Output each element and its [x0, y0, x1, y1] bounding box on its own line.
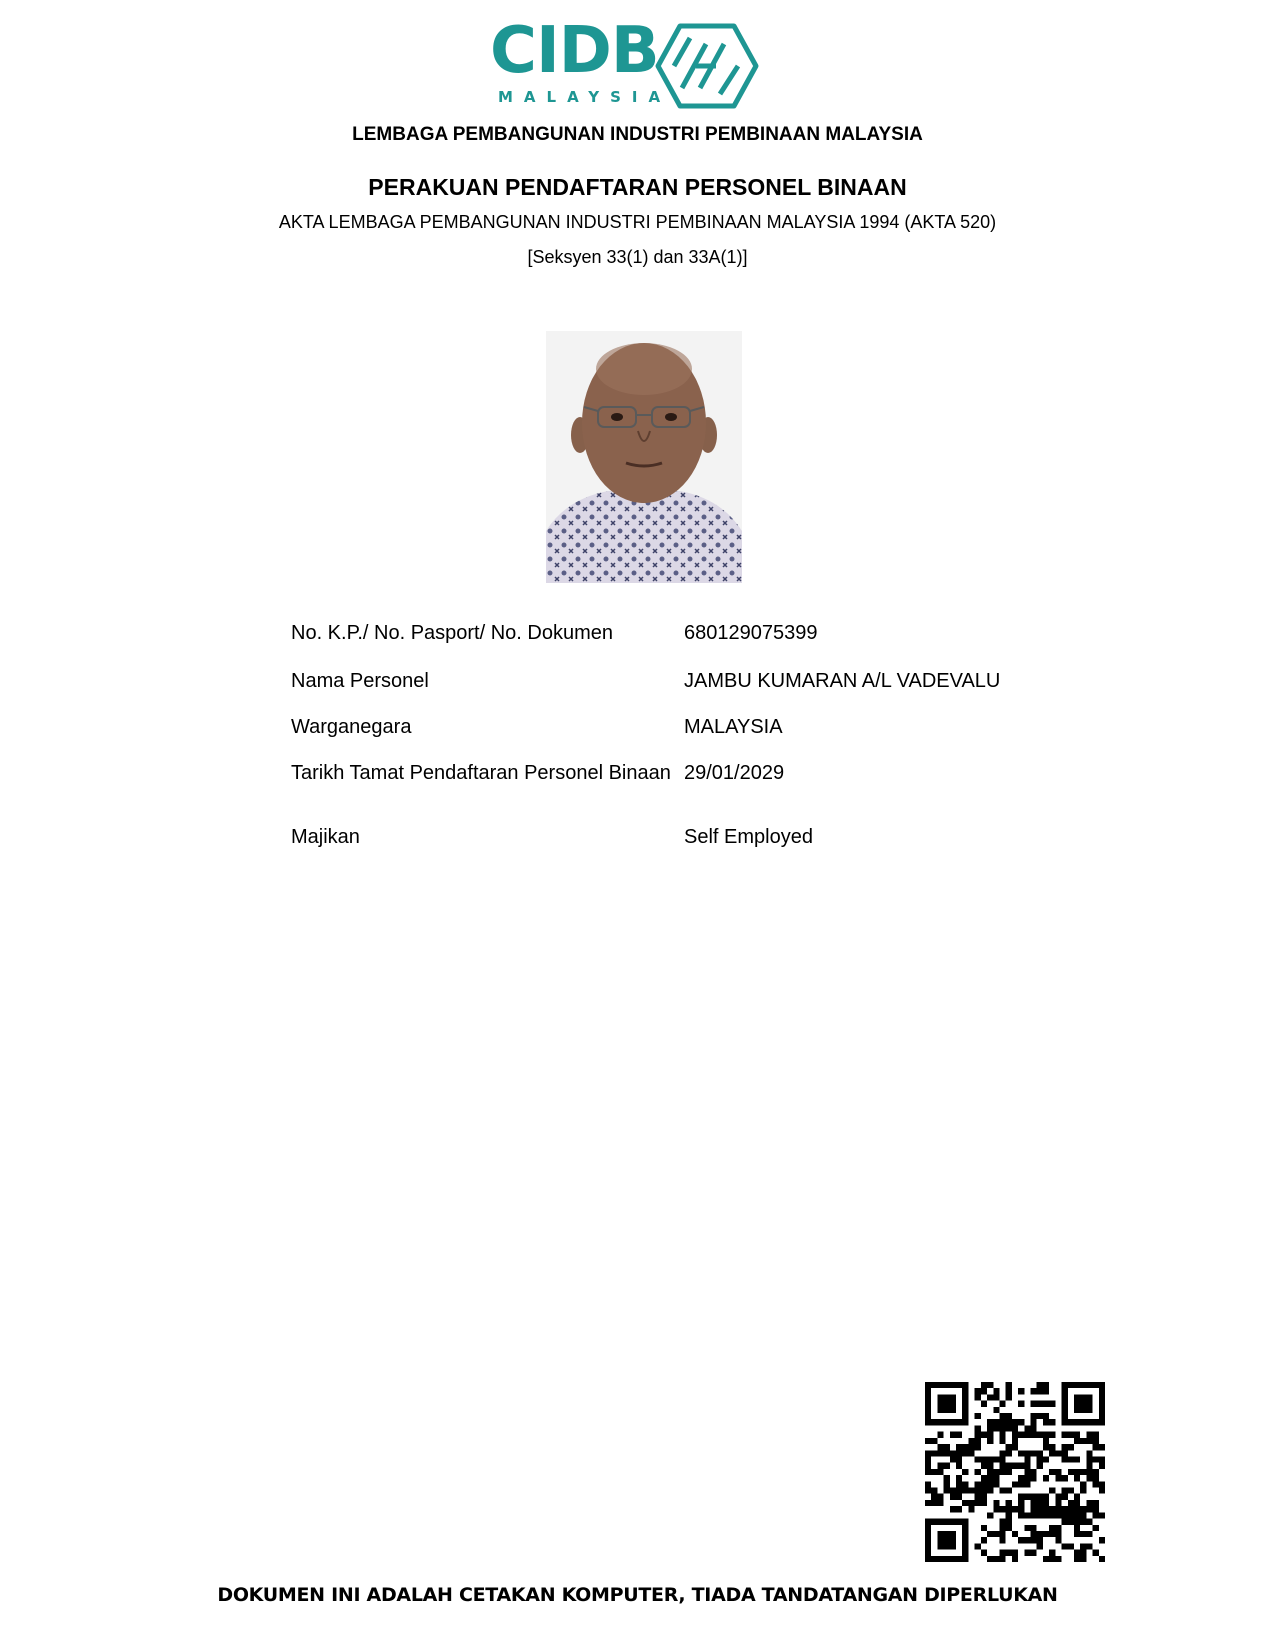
detail-label: No. K.P./ No. Pasport/ No. Dokumen — [291, 622, 614, 644]
organization-name: LEMBAGA PEMBANGUNAN INDUSTRI PEMBINAAN MALAYSIA — [352, 124, 923, 145]
qr-code — [925, 1382, 1105, 1562]
detail-row-employer — [291, 826, 1111, 856]
personnel-details — [291, 622, 1111, 856]
cidb-logo — [490, 14, 765, 112]
computer-print-notice: DOKUMEN INI ADALAH CETAKAN KOMPUTER, TIADA TANDATANGAN DIPERLUKAN — [217, 1584, 1058, 1606]
act-reference: AKTA LEMBAGA PEMBANGUNAN INDUSTRI PEMBINAAN MALAYSIA 1994 (AKTA 520) — [278, 212, 997, 232]
section-reference: [Seksyen 33(1) dan 33A(1)] — [527, 247, 748, 267]
detail-label: Tarikh Tamat Pendaftaran Personel Binaan — [291, 762, 671, 784]
detail-value: JAMBU KUMARAN A/L VADEVALU — [684, 670, 1001, 692]
logo-country-text: MALAYSIA — [498, 88, 672, 106]
detail-label: Nama Personel — [291, 670, 429, 692]
detail-value: 680129075399 — [684, 622, 818, 644]
detail-value: 29/01/2029 — [684, 762, 785, 784]
certificate-title: PERAKUAN PENDAFTARAN PERSONEL BINAAN — [368, 174, 907, 200]
personnel-photo — [546, 331, 742, 583]
detail-value: Self Employed — [684, 826, 813, 848]
detail-row-nationality — [291, 716, 1111, 762]
detail-row-expiry-date — [291, 762, 1111, 826]
detail-row-id-number — [291, 622, 1111, 670]
detail-row-name — [291, 670, 1111, 716]
cidb-emblem-icon — [650, 22, 760, 110]
detail-label: Warganegara — [291, 716, 412, 738]
logo-brand-text: CIDB — [490, 14, 659, 88]
detail-label: Majikan — [291, 826, 360, 848]
detail-value: MALAYSIA — [684, 716, 783, 738]
